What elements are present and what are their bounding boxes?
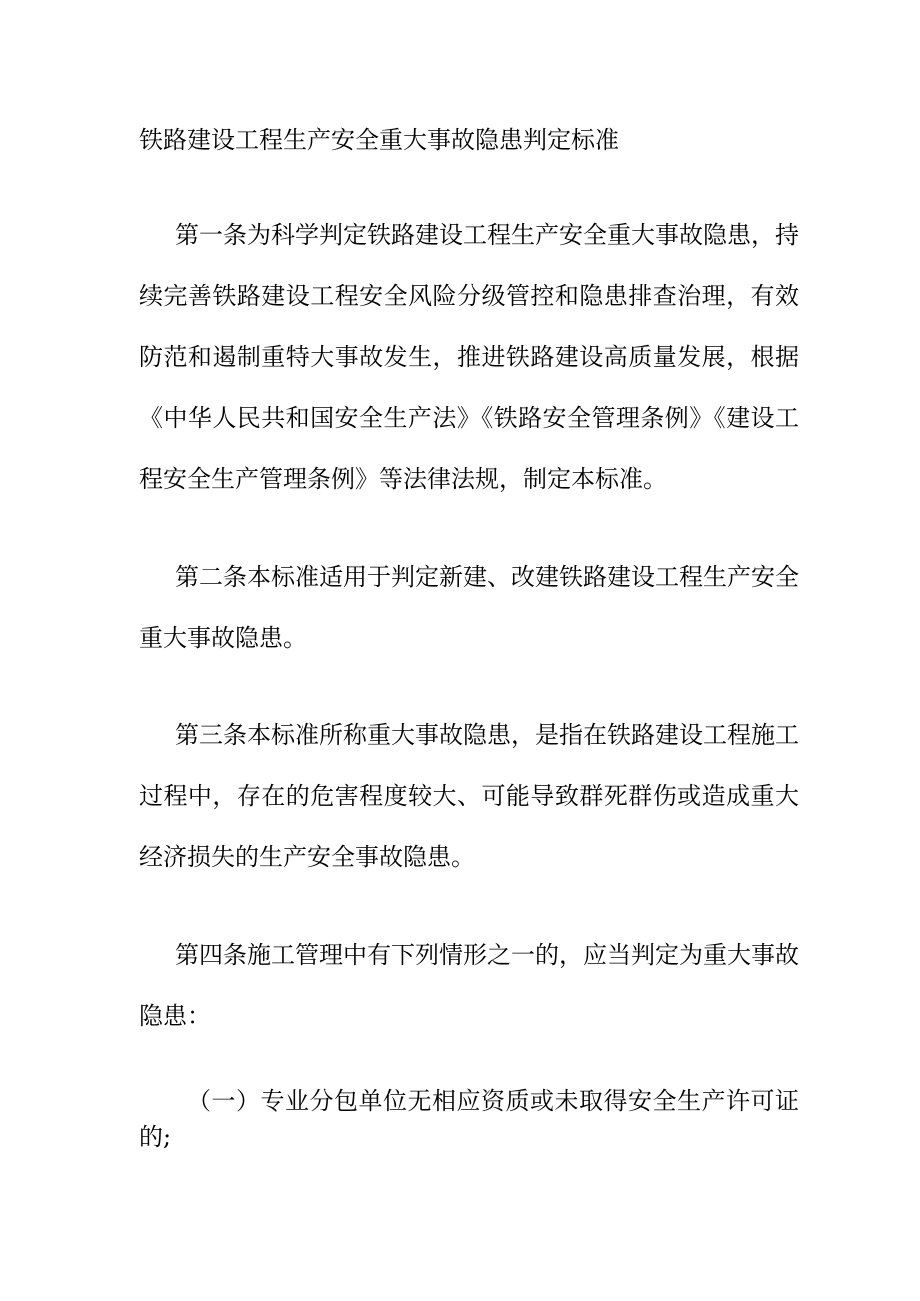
article-4-paragraph: 第四条施工管理中有下列情形之一的，应当判定为重大事故隐患：: [139, 941, 799, 1030]
document-title: 铁路建设工程生产安全重大事故隐患判定标准: [139, 126, 619, 154]
article-1-paragraph: 第一条为科学判定铁路建设工程生产安全重大事故隐患，持续完善铁路建设工程安全风险分级管控和隐患排查治理，有效防范和遏制重特大事故发生，推进铁路建设高质量发展，根据《中华人民共和国安全生产法》《铁路安全管理条例》《建设工程安全生产管理条例》等法律法规，制定本标准。: [139, 221, 799, 493]
list-item-1-paragraph: （一）专业分包单位无相应资质或未取得安全生产许可证的;: [139, 1087, 799, 1151]
article-2-paragraph: 第二条本标准适用于判定新建、改建铁路建设工程生产安全重大事故隐患。: [139, 563, 799, 652]
article-3-paragraph: 第三条本标准所称重大事故隐患，是指在铁路建设工程施工过程中，存在的危害程度较大、可能导致群死群伤或造成重大经济损失的生产安全事故隐患。: [139, 721, 799, 871]
